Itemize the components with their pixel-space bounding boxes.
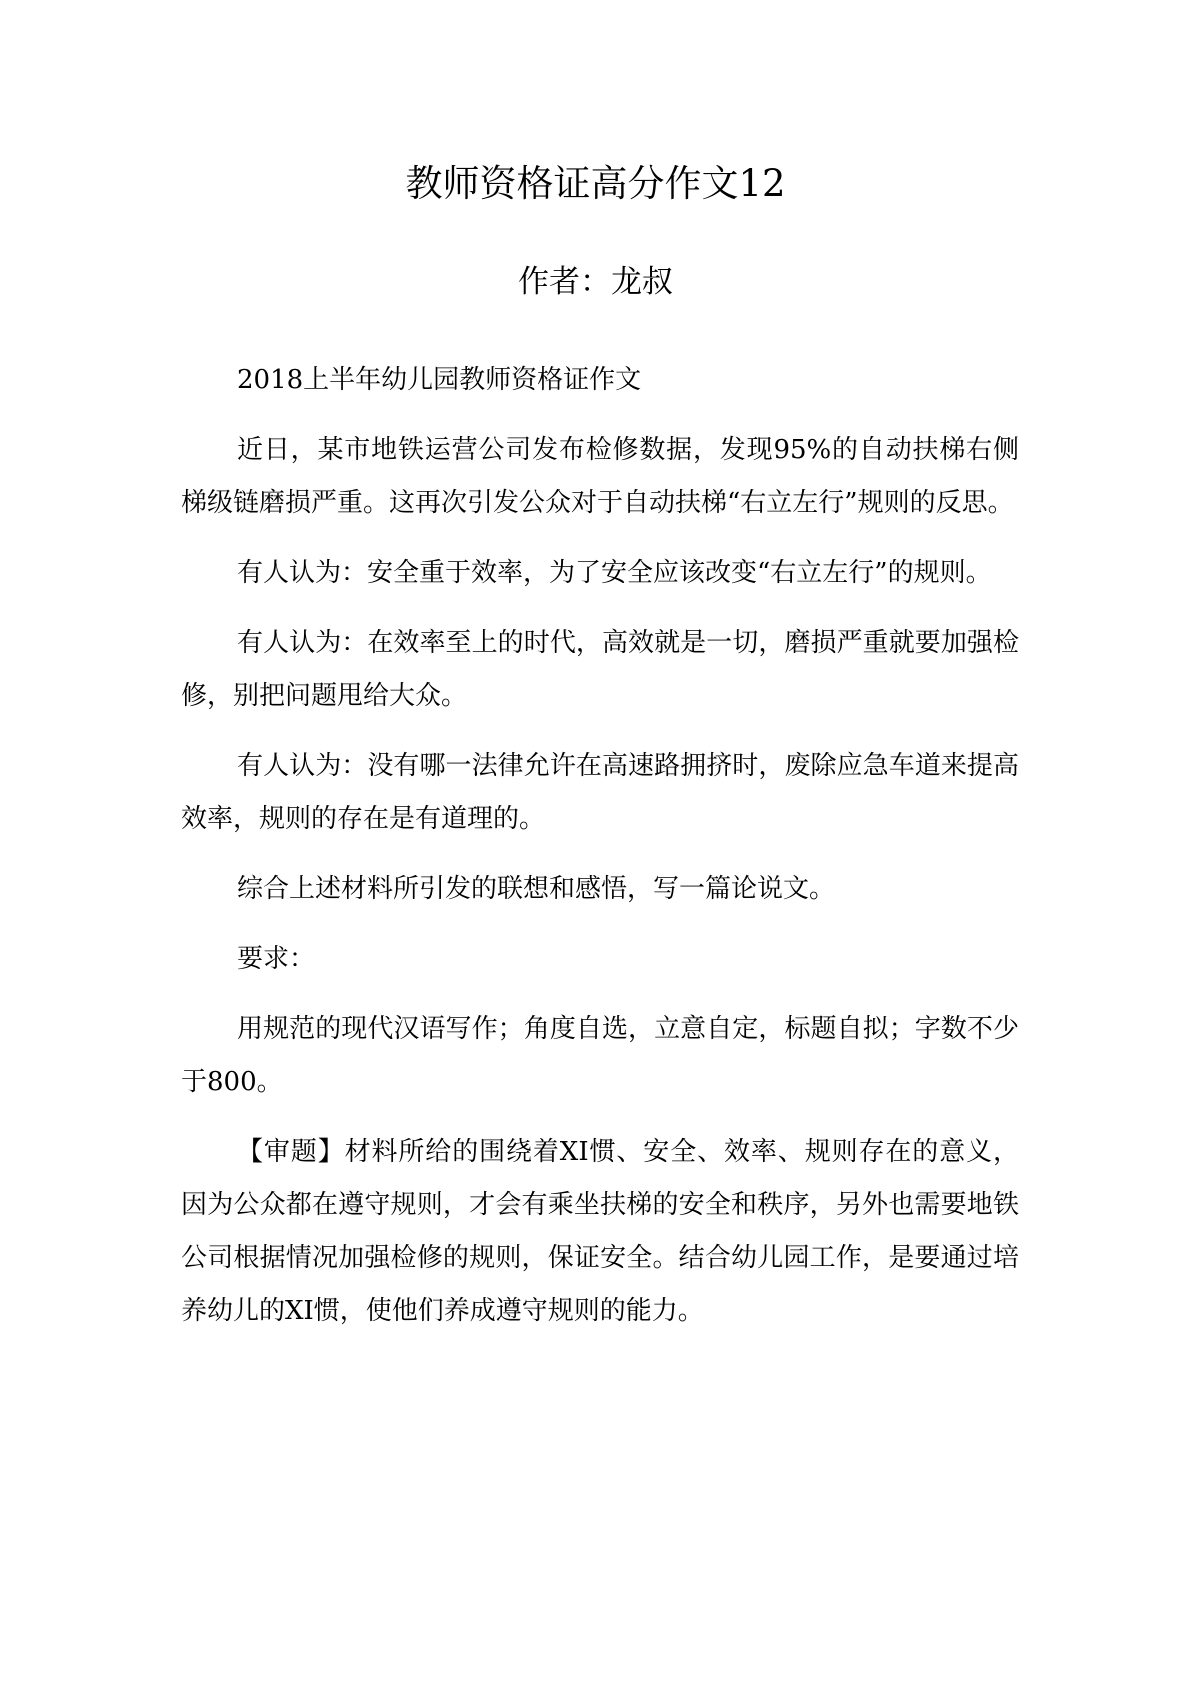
paragraph-material: 近日，某市地铁运营公司发布检修数据，发现95%的自动扶梯右侧梯级链磨损严重。这再次引发公众对于自动扶梯“右立左行”规则的反思。 <box>181 435 1019 518</box>
paragraph-task: 综合上述材料所引发的联想和感悟，写一篇论说文。 <box>237 874 836 904</box>
paragraph-requirements: 用规范的现代汉语写作；角度自选，立意自定，标题自拟；字数不少于800。 <box>181 1014 1019 1097</box>
document-body <box>181 354 1019 1355</box>
paragraph-opinion-3: 有人认为：没有哪一法律允许在高速路拥挤时，废除应急车道来提高效率，规则的存在是有道理的。 <box>181 751 1019 834</box>
document-title: 教师资格证高分作文12 <box>405 162 786 205</box>
document-author: 作者：龙叔 <box>518 264 673 300</box>
paragraph-opinion-2: 有人认为：在效率至上的时代，高效就是一切，磨损严重就要加强检修，别把问题甩给大众。 <box>181 628 1019 711</box>
paragraph-exam-heading: 2018上半年幼儿园教师资格证作文 <box>237 365 642 395</box>
paragraph-analysis: 【审题】材料所给的围绕着XI惯、安全、效率、规则存在的意义，因为公众都在遵守规则，才会有乘坐扶梯的安全和秩序，另外也需要地铁公司根据情况加强检修的规则，保证安全。结合幼儿园工作，是要通过培养幼儿的XI惯，使他们养成遵守规则的能力。 <box>181 1137 1019 1326</box>
paragraph-requirements-label: 要求： <box>237 944 316 974</box>
paragraph-opinion-1: 有人认为：安全重于效率，为了安全应该改变“右立左行”的规则。 <box>237 558 992 588</box>
